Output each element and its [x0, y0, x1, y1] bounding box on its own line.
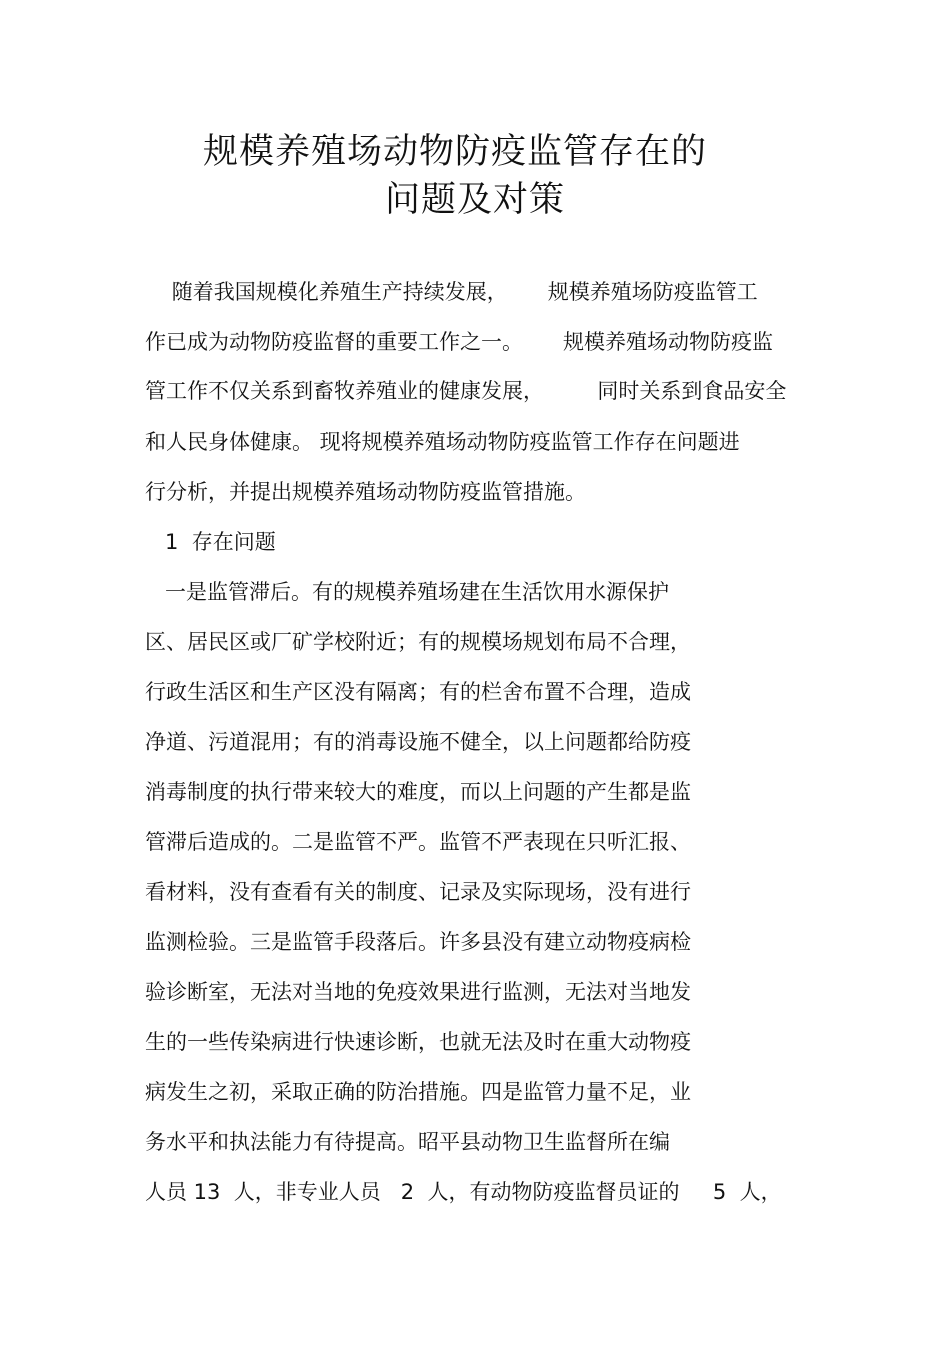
body-line: 和人民身体健康。 现将规模养殖场动物防疫监管工作存在问题进: [145, 430, 740, 454]
body-line: 行政生活区和生产区没有隔离；有的栏舍布置不合理，造成: [145, 680, 691, 704]
body-line: 验诊断室，无法对当地的免疫效果进行监测，无法对当地发: [145, 980, 691, 1004]
body-line: 行分析，并提出规模养殖场动物防疫监管措施。: [145, 480, 586, 504]
body-line: 消毒制度的执行带来较大的难度，而以上问题的产生都是监: [145, 780, 691, 804]
body-line: 净道、污道混用；有的消毒设施不健全，以上问题都给防疫: [145, 730, 691, 754]
body-line: 病发生之初，采取正确的防治措施。四是监管力量不足，业: [145, 1080, 691, 1104]
body-line: 生的一些传染病进行快速诊断，也就无法及时在重大动物疫: [145, 1030, 691, 1054]
body-line: 管滞后造成的。二是监管不严。监管不严表现在只听汇报、: [145, 830, 691, 854]
body-line: 监测检验。三是监管手段落后。许多县没有建立动物疫病检: [145, 930, 691, 954]
body-line: 务水平和执法能力有待提高。昭平县动物卫生监督所在编: [145, 1130, 670, 1154]
body-line: 作已成为动物防疫监督的重要工作之一。 规模养殖场动物防疫监: [145, 330, 774, 354]
body-line: 区、居民区或厂矿学校附近；有的规模场规划布局不合理，: [145, 630, 691, 654]
body-line: 管工作不仅关系到畜牧养殖业的健康发展， 同时关系到食品安全: [145, 379, 787, 403]
body-line: 人员 13 人，非专业人员 2 人，有动物防疫监督员证的 5 人，: [145, 1180, 782, 1204]
body-line: 一是监管滞后。有的规模养殖场建在生活饮用水源保护: [145, 580, 670, 604]
document-title-line-2: 问题及对策: [384, 180, 565, 220]
document-title-line-1: 规模养殖场动物防疫监管存在的: [202, 132, 707, 172]
section-heading: 1 存在问题: [145, 530, 276, 554]
body-line: 随着我国规模化养殖生产持续发展， 规模养殖场防疫监管工: [145, 280, 758, 304]
body-line: 看材料，没有查看有关的制度、记录及实际现场，没有进行: [145, 880, 691, 904]
